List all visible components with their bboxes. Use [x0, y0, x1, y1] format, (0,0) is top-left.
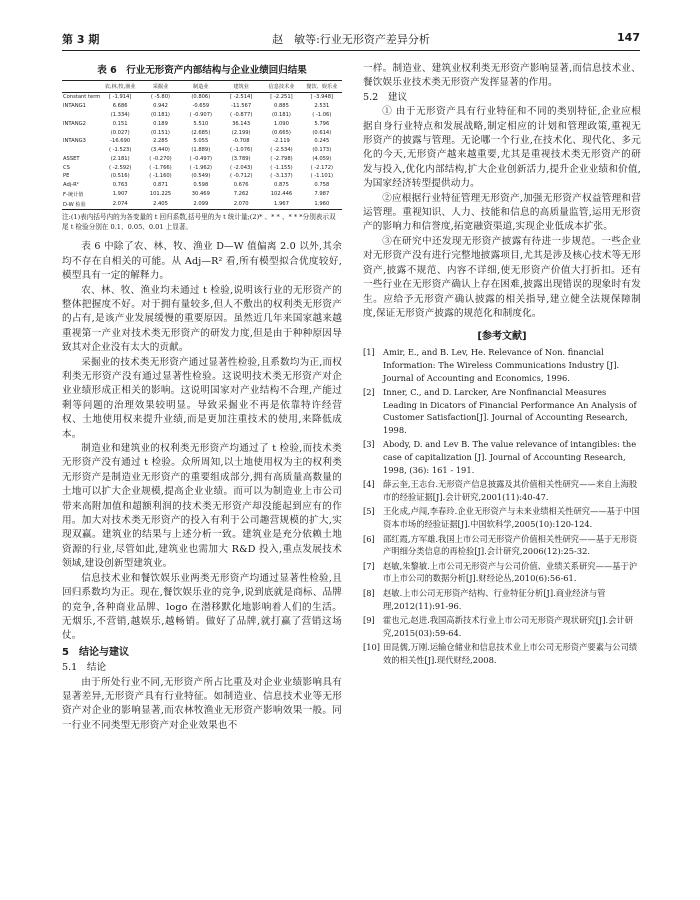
reference-item	[363, 587, 641, 612]
table-cell: ( -1.523)	[108, 147, 132, 154]
row-label-cell: CS	[63, 164, 70, 171]
table-cell: -0.659	[192, 103, 210, 110]
table-row	[62, 93, 342, 102]
table-cell: 30.469	[191, 191, 210, 198]
table-row	[62, 163, 342, 172]
table-cell: ( -0.497)	[189, 155, 213, 162]
reference-item	[363, 438, 641, 476]
issue-label: 第 3 期	[62, 33, 100, 46]
right-column	[363, 62, 641, 669]
table-cell: ( -0.712)	[229, 173, 253, 180]
table-cell: (0.516)	[110, 173, 130, 180]
reference-number: [9]	[363, 615, 375, 626]
table-cell: 5.796	[314, 120, 330, 127]
table-cell: 2.285	[153, 138, 168, 145]
suggestion-paragraph: ③在研究中还发现无形资产披露有待进一步规范。一些企业对无形资产没有进行完整地披露项目,尤其是涉及核心技术等无形资产,披露不规范、内容不详细,使无形资产价值大打折扣。还有一些行业在无形资产确认上存在困难,披露出现错误的现象时有发生。应给予无形资产确认披露的相关指导,建立健全法规保障制度,保证无形资产披露的规范化和制度化。	[363, 235, 641, 319]
left-column	[62, 62, 342, 733]
references-heading: [参考文献]	[477, 331, 527, 343]
table-cell: (3.789)	[231, 155, 251, 162]
table-cell: 0.676	[233, 182, 249, 189]
table-cell: -0.708	[232, 138, 250, 145]
reference-number: [1]	[363, 347, 375, 358]
row-label-cell	[62, 111, 100, 120]
body-paragraph: 采掘业的技术类无形资产通过显著性检验,且系数均为正,而权利类无形资产没有通过显著性检验。这说明技术类无形资产对企业业绩形成正相关的影响。这说明国家对产业结构不合理,产能过剩等问题的治理效果较明显。导致采掘业不再是依靠特许经营权、土地使用权来提升业绩,而是更加注重技术的使用,来降低成本。	[62, 356, 342, 440]
row-label-cell	[62, 146, 100, 155]
table-cell: 0.763	[112, 182, 128, 189]
table-cell: 7.987	[314, 191, 330, 198]
table-cell: 2.099	[181, 199, 221, 209]
table-caption: 表 6 行业无形资产内部结构与企业业绩回归结果	[97, 65, 307, 76]
table-cell: [ -3.948]	[310, 94, 334, 101]
row-label-cell: Constant term	[63, 94, 100, 101]
table-cell: 5.510	[193, 120, 209, 127]
table-header-cell: 餐饮、娱乐业	[302, 81, 342, 93]
table-cell: [ -2.251]	[270, 94, 293, 101]
table-cell: 0.871	[153, 182, 168, 189]
body-paragraph: 农、林、牧、渔业均未通过 t 检验,说明该行业的无形资产的整体把握度不好。对于拥有量较多,但人不敷出的权利类无形资产的占有,是该产业发展缓慢的重要原因。虽然近几年来国家越来越重视第一产业对技术类无形资产的研发力度,但是由于种种原因导致其对企业没有太大的贡献。	[62, 284, 342, 354]
reference-item	[363, 505, 641, 530]
body-paragraph: 制造业和建筑业的权利类无形资产均通过了 t 检验,而技术类无形资产没有通过 t 检验。众所周知,以土地使用权为主的权利类无形资产是制造业无形资产的重要组成部分,拥有高质量高数量的土地可以扩大企业规模,提高企业业绩。而可以为制造业上市公司带来高附加值和超额利润的技术类无形资产却没能起到应有的作用。加大对技术类无形资产的投入有利于公司趣营规模的扩大,实现双赢。建筑业的结果与上述分析一致。建筑业是充分依赖土地资源的行业,尽管如此,建筑业也需加大 R&D 投入,重点发展技术领域,建设创新型建筑业。	[62, 443, 342, 570]
table-cell: 5.055	[193, 138, 209, 145]
table-cell: 0.942	[153, 103, 168, 110]
table-header-cell: 建筑业	[221, 81, 261, 93]
body-paragraph: 一样。制造业、建筑业权利类无形资产影响显著,而信息技术业、餐饮娱乐业技术类无形资产发挥显著的作用。	[363, 63, 641, 89]
table-cell: ( -1.962)	[189, 164, 213, 171]
table-cell: 6.686	[112, 103, 128, 110]
table-cell: ( -0.907)	[189, 111, 213, 118]
table-cell: 0.245	[314, 138, 330, 145]
table-row	[62, 172, 342, 181]
table-row	[62, 119, 342, 128]
table-cell: 36.143	[232, 120, 251, 127]
row-label-cell: F-统计值	[63, 191, 84, 198]
table-cell: ( -2.172)	[310, 164, 334, 171]
reference-item	[363, 614, 641, 639]
reference-list	[363, 346, 641, 666]
subsection-heading: 5.2 建议	[363, 91, 408, 103]
reference-number: [7]	[363, 560, 375, 571]
table-cell: [ -2.514]	[229, 94, 253, 101]
row-label-cell: ASSET	[63, 155, 80, 162]
reference-item	[363, 478, 641, 503]
table-cell: (1.334)	[110, 111, 130, 118]
table-cell: (0.027)	[110, 129, 130, 136]
table-cell: -2.119	[273, 138, 290, 145]
reference-item	[363, 533, 641, 558]
reference-text: 赵敏,朱黎敏.上市公司无形资产与公司价值、业绩关系研究——基于沪市上市公司的数据分析[J].财经论丛,2010(6):56-61.	[383, 560, 638, 584]
table-cell: (0.151)	[151, 129, 170, 136]
table-cell: (2.685)	[191, 129, 211, 136]
row-label-cell: Adj-R²	[63, 182, 79, 189]
table-header-row	[62, 81, 342, 93]
reference-item	[363, 346, 641, 384]
table-note: 注:(1)表内括号内的为各变量的 t 回归系数,括号里的为 t 统计量;(2)* 、* * 、* * *分别表示双尾 t 检验分别在 0.1、0.05、0.01 上显著。	[62, 213, 336, 231]
subsection-heading: 5.1 结论	[62, 662, 107, 674]
body-paragraph: 信息技术业和餐饮娱乐业两类无形资产均通过显著性检验,且回归系数均为正。现在,餐饮娱乐业的竞争,说到底就是商标、品牌的竞争,各种商业品牌、logo 在潜移默化地影响着人们的生活。无烟乐,不营销,越娱乐,越畅销。做好了品牌,就打赢了营销这场仗。	[62, 572, 342, 642]
reference-text: Abody, D. and Lev B. The value relevance of intangibles: the case of capitalization [J]. Journal of Accounting Research, 1998, (36): 161 - 191.	[383, 439, 637, 475]
table-cell: ( -2.592)	[108, 164, 132, 171]
reference-text: Amir, E., and B. Lev, He. Relevance of Non. financial Information: The Wireless Communications Industry [J]. Journal of Accounting and Economics, 1996.	[383, 347, 620, 383]
table-cell: (4.059)	[312, 155, 332, 162]
table-cell: ( -1.076)	[229, 147, 253, 154]
table-row	[62, 111, 342, 120]
row-label-cell: INTANG3	[63, 138, 86, 145]
table-row	[62, 146, 342, 155]
table-header-cell: 农,林,牧,渔业	[100, 81, 140, 93]
table-cell: -16.690	[110, 138, 131, 145]
table-row	[62, 190, 342, 200]
table-cell: 2.531	[314, 103, 330, 110]
running-title: 赵 敏等:行业无形资产差异分析	[272, 33, 430, 46]
table-cell: ( -2.043)	[229, 164, 253, 171]
body-paragraph: 由于所处行业不同,无形资产所占比重及对企业业绩影响具有显著差异,无形资产具有行业特征。如制造业、信息技术业等无形资产对企业的影响显著,而农林牧渔业无形资产影响效果一般。同一行业不同类型无形资产对企业效果也不	[62, 676, 342, 731]
reference-number: [4]	[363, 479, 375, 490]
table-header-cell: 信息技术业	[261, 81, 301, 93]
reference-item	[363, 641, 641, 666]
table-header-cell: 采掘业	[140, 81, 180, 93]
table-row	[62, 154, 342, 163]
table-cell: 1.907	[112, 191, 128, 198]
table-cell: ( -1.160)	[149, 173, 172, 180]
reference-text: 薛云奎,王志台.无形资产信息披露及其价值相关性研究——来自上海股市的经验证据[J].会计研究,2001(11):40-47.	[383, 479, 638, 502]
table-cell: ( -1.155)	[270, 164, 293, 171]
suggestion-paragraph: ① 由于无形资产具有行业特征和不同的类别特征,企业应根据自身行业特点和发展战略,制定相应的计划和管理政策,重视无形资产的披露与管理。无论哪一个行业,在技术化、现代化、多元化的今天,无形资产越来越重要,尤其是重视技术类无形资产的研发与投入,优化内部结构,扩大企业创新活力,提升企业业绩和价值,为国家经济转型提供动力。	[363, 106, 641, 190]
table-cell: (3.440)	[151, 147, 170, 154]
table-cell: ( -2.534)	[270, 147, 293, 154]
left-body-text	[62, 240, 342, 643]
table-cell: 1.090	[274, 120, 289, 127]
table-cell: (0.665)	[272, 129, 291, 136]
table-cell: ( -2.798)	[270, 155, 293, 162]
reference-text: 霍也元,赵进.我国高新技术行业上市公司无形资产现状研究[J].会计研究,2015(03):59-64.	[383, 615, 634, 638]
reference-number: [3]	[363, 439, 375, 450]
table-header-cell: 制造业	[181, 81, 221, 93]
page-header	[62, 24, 640, 51]
table-cell: ( -3.137)	[270, 173, 293, 180]
reference-number: [6]	[363, 533, 375, 544]
table-cell: 2.070	[221, 199, 261, 209]
table-cell: (2.199)	[231, 129, 251, 136]
row-label-cell: INTANG1	[63, 103, 86, 110]
reference-text: 王化成,卢闯,李春玲.企业无形资产与未来业绩相关性研究——基于中国资本市场的经验证据[J].中国软科学,2005(10):120-124.	[383, 506, 640, 530]
suggestions-list	[363, 105, 641, 321]
table-cell: -11.567	[231, 103, 252, 110]
suggestion-paragraph: ②应根据行业特征管理无形资产,加强无形资产权益管理和营运管理。重视知识、人力、技能和信息的高质量监管,运用无形资产的影响力和信誉度,拓宽融资渠道,实现企业低成本扩张。	[363, 192, 641, 233]
reference-text: 邵红霞,方军雄.我国上市公司无形资产价值相关性研究——基于无形资产明细分类信息的再检验[J].会计研究,2006(12):25-32.	[383, 533, 638, 557]
table-row	[62, 137, 342, 146]
table-cell: ( -0.270)	[149, 155, 172, 162]
table-cell: 0.189	[153, 120, 168, 127]
body-paragraph: 表 6 中除了农、林、牧、渔业 D—W 值偏离 2.0 以外,其余均不存在自相关的可能。从 Adj—R² 看,所有模型拟合优度较好,模型具有一定的解释力。	[62, 241, 342, 282]
table-cell: [ -1.914]	[108, 94, 132, 101]
row-label-cell: D-W 检验	[62, 199, 100, 209]
reference-number: [5]	[363, 506, 375, 517]
reference-item	[363, 386, 641, 436]
table-cell: 1.960	[302, 199, 342, 209]
reference-number: [10]	[363, 642, 381, 653]
reference-number: [8]	[363, 588, 375, 598]
page-number: 147	[617, 31, 640, 44]
table-cell: (0.549)	[191, 173, 211, 180]
table-row	[62, 102, 342, 111]
regression-table	[62, 80, 342, 210]
table-cell: 101.225	[149, 191, 172, 198]
table-cell: (1.889)	[191, 147, 211, 154]
reference-text: Inner, C., and D. Larcker, Are Nonfinancial Measures Leading in Dicators of Financial Performance An Analysis of Customer Satisfaction[J]. Journal of Accounting Research, 1998.	[383, 387, 637, 435]
table-cell: (0.181)	[151, 111, 170, 118]
section-heading: 5 结论与建议	[62, 646, 129, 658]
table-cell: ( -5.80)	[150, 94, 171, 101]
table-cell: ( -1.766)	[149, 164, 172, 171]
reference-number: [2]	[363, 387, 375, 398]
reference-text: 赵敏.上市公司无形资产结构、行业特征分析[J].商业经济与管理,2012(11):91-96.	[383, 588, 606, 611]
row-label-cell	[62, 128, 100, 137]
table-cell: 7.262	[233, 191, 249, 198]
row-label-cell: INTANG2	[63, 120, 86, 127]
table-cell: 0.875	[274, 182, 289, 189]
table-cell: (2.181)	[110, 155, 130, 162]
table-cell: ( -0.877)	[229, 111, 253, 118]
row-label-cell: PE	[63, 173, 70, 180]
table-cell: 0.885	[274, 103, 289, 110]
table-cell: ( -1.101)	[310, 173, 334, 180]
table-cell: (0.181)	[272, 111, 291, 118]
table-cell: (0.806)	[191, 94, 211, 101]
table-cell: 0.598	[193, 182, 209, 189]
table-cell: 0.151	[112, 120, 128, 127]
table-cell: (0.614)	[312, 129, 332, 136]
table-cell: 0.758	[314, 182, 330, 189]
table-cell: 102.446	[270, 191, 293, 198]
table-cell: ( -1.06)	[312, 111, 332, 118]
table-cell: 2.074	[100, 199, 140, 209]
table-row	[62, 199, 342, 209]
table-row	[62, 128, 342, 137]
reference-item	[363, 560, 641, 585]
reference-text: 田昆儒,万刚.运输仓储业和信息技术业上市公司无形资产要素与公司绩效的相关性[J].现代财经,2008.	[383, 642, 638, 665]
table-row	[62, 181, 342, 190]
table-header-cell	[62, 81, 100, 93]
table-cell: 1.967	[261, 199, 301, 209]
table-cell: 2.405	[140, 199, 180, 209]
table-cell: (0.173)	[312, 147, 332, 154]
